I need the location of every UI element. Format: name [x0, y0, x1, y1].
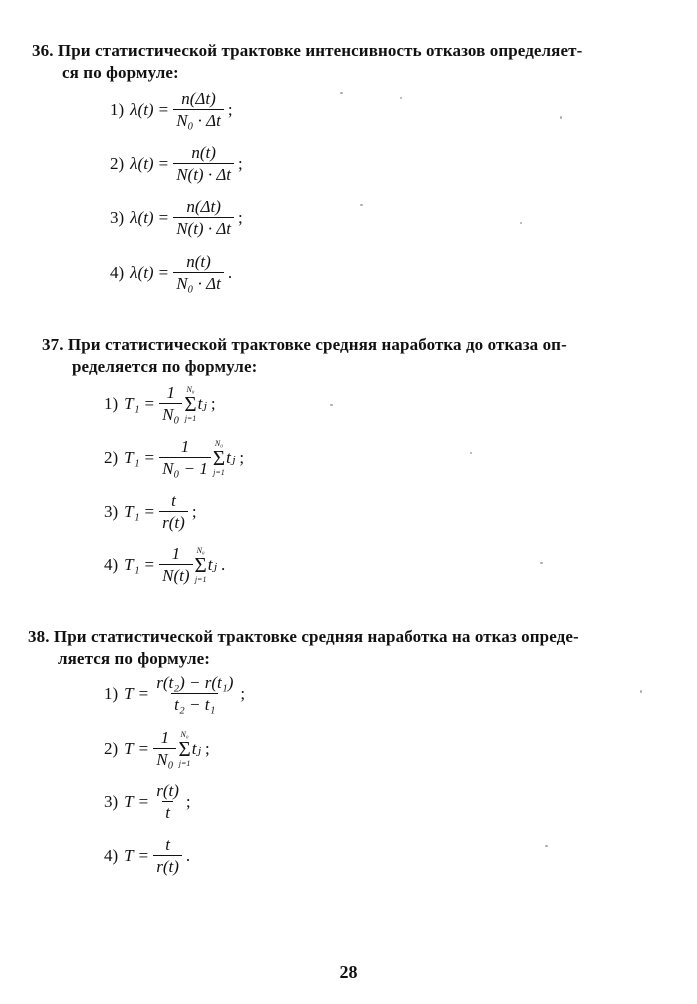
- punctuation: ;: [239, 447, 245, 467]
- numerator: n(t): [191, 143, 216, 162]
- punctuation: ;: [204, 738, 210, 758]
- option-number: 3): [110, 207, 125, 227]
- q36-option-4: [110, 251, 232, 294]
- scan-noise: [400, 97, 402, 99]
- equals-sign: =: [138, 738, 149, 758]
- q38-option-2: [104, 727, 210, 770]
- denominator: r(t): [153, 855, 182, 877]
- fraction: [153, 727, 176, 770]
- numerator: n(Δt): [181, 89, 216, 108]
- punctuation: ;: [210, 393, 216, 413]
- option-number: 1): [104, 393, 119, 413]
- page-number: 28: [339, 962, 358, 982]
- question-title-line1: 36. При статистической трактовке интенсивность отказов определяет-: [32, 41, 583, 60]
- scan-noise: [340, 92, 343, 94]
- formula-lhs: T₁: [124, 501, 140, 521]
- question-title-line2: ределяется по формуле:: [72, 357, 258, 376]
- option-number: 4): [110, 262, 125, 282]
- option-number: 1): [104, 683, 119, 703]
- denominator: r(t): [159, 511, 188, 533]
- scan-noise: [640, 690, 642, 693]
- fraction: [159, 543, 192, 586]
- question-title-line2: ся по формуле:: [62, 63, 179, 82]
- scan-noise: [330, 404, 333, 406]
- summand: tⱼ: [207, 554, 217, 574]
- q38-option-4: [104, 834, 190, 877]
- numerator: r(t): [156, 781, 179, 800]
- q38-option-3: [104, 780, 191, 823]
- q37-option-4: [104, 543, 225, 586]
- scan-noise: [545, 845, 548, 847]
- formula-lhs: T: [124, 791, 134, 811]
- fraction: [153, 834, 182, 877]
- equals-sign: =: [144, 393, 155, 413]
- punctuation: ;: [227, 99, 233, 119]
- sum-upper-limit: N₀: [214, 438, 224, 448]
- scan-noise: [540, 562, 543, 564]
- summand: tⱼ: [226, 447, 236, 467]
- formula-lhs: T: [124, 845, 134, 865]
- numerator: r(t₂) − r(t₁): [156, 673, 234, 692]
- q36-option-2: [110, 142, 243, 185]
- option-number: 2): [110, 153, 125, 173]
- numerator: 1: [160, 728, 170, 747]
- denominator: t₂ − t₁: [171, 693, 218, 715]
- equals-sign: =: [144, 554, 155, 574]
- equals-sign: =: [158, 153, 169, 173]
- sum-lower-limit: j=1: [184, 413, 197, 423]
- question-title-line1: 37. При статистической трактовке средняя наработка до отказа оп-: [42, 335, 567, 354]
- formula-lhs: T: [124, 683, 134, 703]
- q38-option-1: [104, 672, 245, 715]
- summand: tⱼ: [197, 393, 207, 413]
- sum-lower-limit: j=1: [213, 467, 225, 477]
- sum-upper-limit: N₀: [180, 729, 189, 739]
- formula-lhs: λ(t): [130, 153, 154, 173]
- sum-upper-limit: N₀: [186, 384, 195, 394]
- equals-sign: =: [144, 447, 155, 467]
- sum-lower-limit: j=1: [194, 574, 207, 584]
- option-number: 1): [110, 99, 125, 119]
- denominator: N(t) · Δt: [173, 163, 234, 185]
- denominator: N₀ · Δt: [173, 109, 224, 131]
- formula-lhs: T₁: [124, 393, 140, 413]
- denominator: N₀: [153, 748, 176, 770]
- punctuation: .: [185, 845, 191, 865]
- formula-lhs: T₁: [124, 554, 140, 574]
- fraction: [173, 196, 234, 239]
- numerator: 1: [180, 437, 190, 456]
- denominator: N₀ · Δt: [173, 272, 224, 294]
- fraction: [173, 142, 234, 185]
- option-number: 4): [104, 554, 119, 574]
- option-number: 3): [104, 791, 119, 811]
- option-number: 4): [104, 845, 119, 865]
- scan-noise: [560, 116, 562, 119]
- denominator: N(t): [159, 564, 192, 586]
- fraction: [159, 490, 188, 533]
- numerator: t: [165, 835, 170, 854]
- denominator: N(t) · Δt: [173, 217, 234, 239]
- punctuation: ;: [240, 683, 246, 703]
- equals-sign: =: [138, 791, 149, 811]
- fraction: [159, 382, 182, 425]
- formula-lhs: λ(t): [130, 207, 154, 227]
- option-number: 2): [104, 738, 119, 758]
- punctuation: ;: [238, 207, 243, 227]
- q36-option-1: [110, 88, 233, 131]
- fraction: [159, 436, 211, 479]
- question-title-line2: ляется по формуле:: [58, 649, 211, 668]
- fraction: [153, 780, 182, 823]
- numerator: t: [171, 491, 176, 510]
- option-number: 2): [104, 447, 119, 467]
- equals-sign: =: [158, 207, 169, 227]
- punctuation: .: [220, 554, 226, 574]
- question-36-title: [32, 40, 582, 84]
- equals-sign: =: [138, 683, 149, 703]
- numerator: 1: [171, 544, 181, 563]
- scan-noise: [520, 222, 522, 224]
- fraction: [153, 672, 236, 715]
- denominator: N₀ − 1: [159, 457, 211, 479]
- question-37-title: [42, 334, 567, 378]
- q37-option-2: [104, 436, 244, 479]
- punctuation: ;: [191, 501, 197, 521]
- fraction: [173, 251, 224, 294]
- numerator: n(t): [186, 252, 211, 271]
- summation-sign: N₀ Σ j=1: [194, 545, 207, 584]
- sum-lower-limit: j=1: [178, 758, 191, 768]
- formula-lhs: λ(t): [130, 99, 154, 119]
- punctuation: .: [227, 262, 233, 282]
- formula-lhs: T₁: [124, 447, 140, 467]
- equals-sign: =: [144, 501, 155, 521]
- denominator: t: [162, 801, 173, 823]
- summation-sign: N₀ Σ j=1: [212, 438, 226, 477]
- question-38-title: [28, 626, 579, 670]
- summand: tⱼ: [191, 738, 201, 758]
- option-number: 3): [104, 501, 119, 521]
- summation-sign: N₀ Σ j=1: [178, 729, 191, 768]
- q37-option-1: [104, 382, 216, 425]
- formula-lhs: λ(t): [130, 262, 154, 282]
- equals-sign: =: [158, 262, 169, 282]
- q36-option-3: [110, 196, 243, 239]
- numerator: n(Δt): [186, 197, 221, 216]
- fraction: [173, 88, 224, 131]
- scan-noise: [360, 204, 363, 206]
- summation-sign: N₀ Σ j=1: [184, 384, 197, 423]
- punctuation: ;: [238, 153, 243, 173]
- equals-sign: =: [158, 99, 169, 119]
- sum-upper-limit: N₀: [196, 545, 205, 555]
- question-title-line1: 38. При статистической трактовке средняя наработка на отказ опреде-: [28, 627, 579, 646]
- formula-lhs: T: [124, 738, 134, 758]
- equals-sign: =: [138, 845, 149, 865]
- scan-noise: [470, 452, 472, 454]
- punctuation: ;: [185, 791, 191, 811]
- denominator: N₀: [159, 403, 182, 425]
- numerator: 1: [166, 383, 176, 402]
- q37-option-3: [104, 490, 197, 533]
